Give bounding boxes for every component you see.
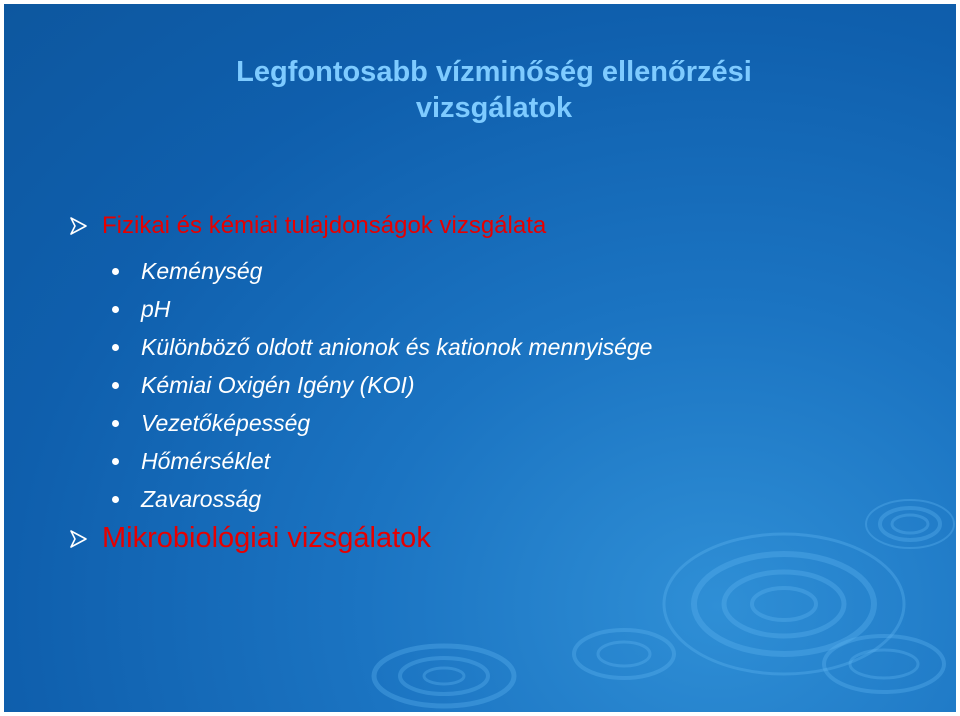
arrowhead-outline-icon [68,529,88,549]
filled-dot-icon [112,458,119,465]
list-item-label: pH [141,295,171,322]
list-item [112,446,270,476]
list-item [112,484,261,514]
slide-title-line1: Legfontosabb vízminőség ellenőrzési [236,56,752,88]
list-item [112,294,170,324]
list-item-label: Kémiai Oxigén Igény (KOI) [141,371,415,398]
filled-dot-icon [112,420,119,427]
list-item-label: Zavarosság [141,485,262,512]
list-item-label: Vezetőképesség [141,409,311,436]
bullet-list [4,4,956,712]
slide [4,4,956,712]
filled-dot-icon [112,382,119,389]
list-item [112,332,652,362]
filled-dot-icon [112,344,119,351]
section-physical-chemical-label: Fizikai és kémiai tulajdonságok vizsgálata [102,212,547,239]
arrowhead-outline-icon [68,216,88,236]
list-item-label: Hőmérséklet [141,447,271,474]
filled-dot-icon [112,268,119,275]
list-item [112,256,262,286]
section-physical-chemical [68,212,546,240]
section-microbiology [68,522,431,555]
list-item [112,370,415,400]
section-microbiology-label: Mikrobiológiai vizsgálatok [102,522,431,554]
list-item-label: Különböző oldott anionok és kationok mennyisége [141,333,653,360]
filled-dot-icon [112,306,119,313]
slide-title-line2: vizsgálatok [415,92,573,124]
list-item [112,408,310,438]
filled-dot-icon [112,496,119,503]
list-item-label: Keménység [141,257,263,284]
